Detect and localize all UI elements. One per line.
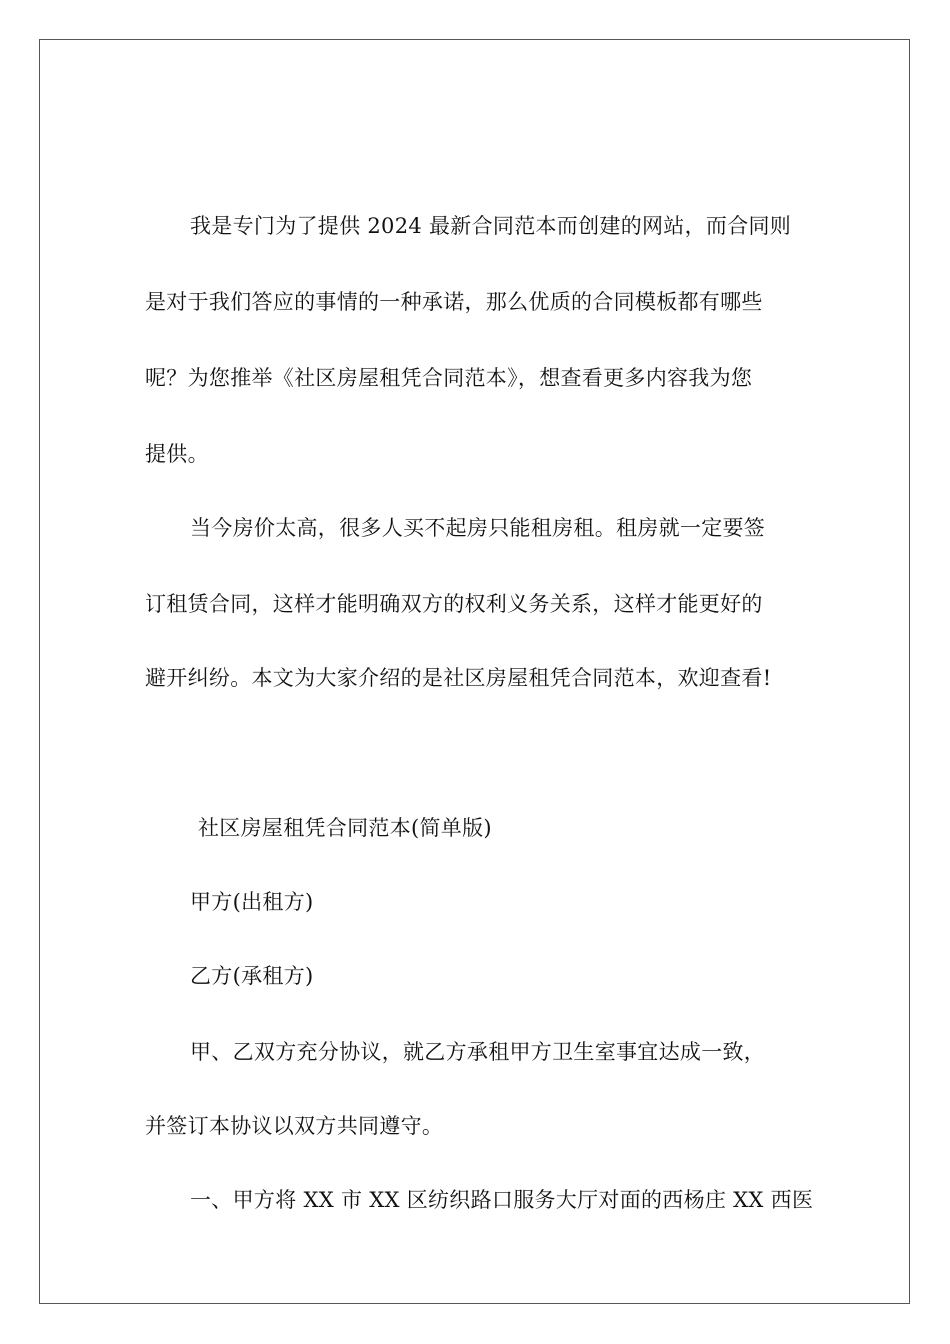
agreement-line-1: 甲、乙双方充分协议，就乙方承租甲方卫生室事宜达成一致， bbox=[190, 1040, 766, 1064]
clause-one-line-1: 一、甲方将 XX 市 XX 区纺织路口服务大厅对面的西杨庄 XX 西医 bbox=[190, 1188, 814, 1212]
second-paragraph-line-1: 当今房价太高，很多人买不起房只能租房租。租房就一定要签 bbox=[190, 516, 766, 540]
party-a-label: 甲方(出租方) bbox=[190, 890, 314, 914]
intro-line-4: 提供。 bbox=[145, 442, 209, 466]
contract-title: 社区房屋租凭合同范本(简单版) bbox=[198, 816, 492, 840]
agreement-line-2: 并签订本协议以双方共同遵守。 bbox=[145, 1114, 444, 1138]
intro-line-3: 呢？为您推举《社区房屋租凭合同范本》，想查看更多内容我为您 bbox=[145, 366, 753, 390]
intro-line-2: 是对于我们答应的事情的一种承诺，那么优质的合同模板都有哪些 bbox=[145, 290, 763, 314]
party-b-label: 乙方(承租方) bbox=[190, 964, 314, 988]
intro-line-1: 我是专门为了提供 2024 最新合同范本而创建的网站，而合同则 bbox=[190, 214, 792, 238]
second-paragraph-line-2: 订租赁合同，这样才能明确双方的权利义务关系，这样才能更好的 bbox=[145, 592, 763, 616]
second-paragraph-line-3: 避开纠纷。本文为大家介绍的是社区房屋租凭合同范本，欢迎查看! bbox=[145, 666, 772, 690]
